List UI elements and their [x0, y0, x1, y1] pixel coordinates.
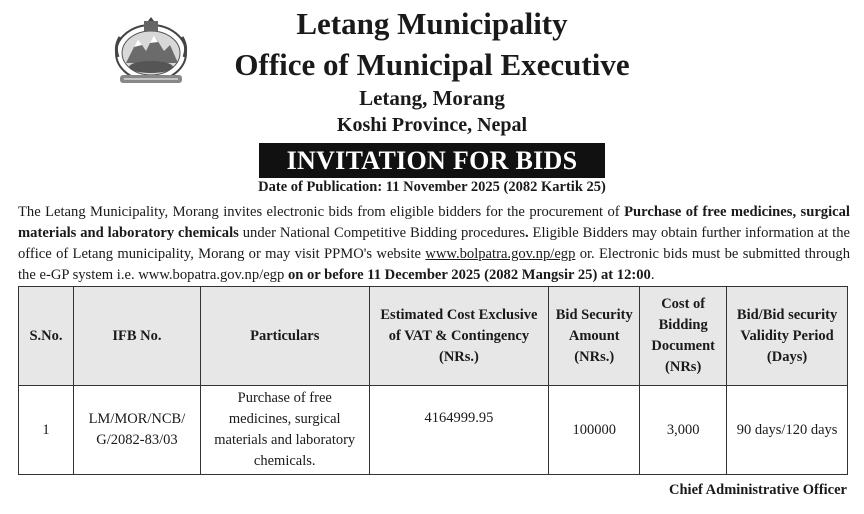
- cell-bid-security: 100000: [549, 386, 640, 475]
- cell-validity-period: 90 days/120 days: [727, 386, 848, 475]
- notice-text-4: or. Electronic bids must be submitted through the e-GP system i.e. www.bopatra.gov.np/egp: [18, 246, 850, 283]
- municipality-title: Letang Municipality: [296, 6, 568, 41]
- publication-date: Date of Publication: 11 November 2025 (2082 Kartik 25): [258, 179, 606, 195]
- header-bid-security: Bid Security Amount (NRs.): [549, 287, 640, 386]
- cell-document-cost: 3,000: [640, 386, 727, 475]
- cell-estimated-cost: 4164999.95: [369, 386, 549, 475]
- bids-table: [18, 286, 848, 475]
- header-validity-period: Bid/Bid security Validity Period (Days): [727, 287, 848, 386]
- header-document-cost: Cost of Bidding Document (NRs): [640, 287, 727, 386]
- notice-banner: INVITATION FOR BIDS: [259, 143, 605, 178]
- table-header-row: [19, 287, 848, 386]
- province-line: Koshi Province, Nepal: [336, 114, 528, 136]
- office-title: Office of Municipal Executive: [234, 47, 630, 82]
- notice-text-5: .: [650, 267, 655, 283]
- table-row: [19, 386, 848, 475]
- notice-text-2-dot: .: [525, 225, 529, 241]
- submission-deadline: on or before 11 December 2025 (2082 Mangsir 25) at 12:00: [287, 267, 651, 283]
- cell-ifb-no: LM/MOR/NCB/ G/2082-83/03: [73, 386, 200, 475]
- notice-text-3: Eligible Bidders may obtain further information at the office of Letang municipality, Morang or may visit PPMO's website: [18, 225, 850, 262]
- notice-text-1: The Letang Municipality, Morang invites electronic bids from eligible bidders for the procurement of: [18, 204, 625, 220]
- header-sno: S.No.: [19, 287, 74, 386]
- header-estimated-cost: Estimated Cost Exclusive of VAT & Contingency (NRs.): [369, 287, 549, 386]
- signatory-title: Chief Administrative Officer: [669, 482, 847, 498]
- location-line: Letang, Morang: [359, 86, 505, 110]
- notice-text-2: under National Competitive Bidding procedures: [238, 225, 525, 241]
- procurement-subject: Purchase of free medicines, surgical materials and laboratory chemicals: [18, 204, 850, 241]
- notice-paragraph: [18, 202, 850, 286]
- header-particulars: Particulars: [200, 287, 369, 386]
- header-ifb-no: IFB No.: [73, 287, 200, 386]
- cell-particulars: Purchase of free medicines, surgical materials and laboratory chemicals.: [200, 386, 369, 475]
- cell-sno: 1: [19, 386, 74, 475]
- ppmo-website-link[interactable]: www.bolpatra.gov.np/egp: [425, 246, 576, 262]
